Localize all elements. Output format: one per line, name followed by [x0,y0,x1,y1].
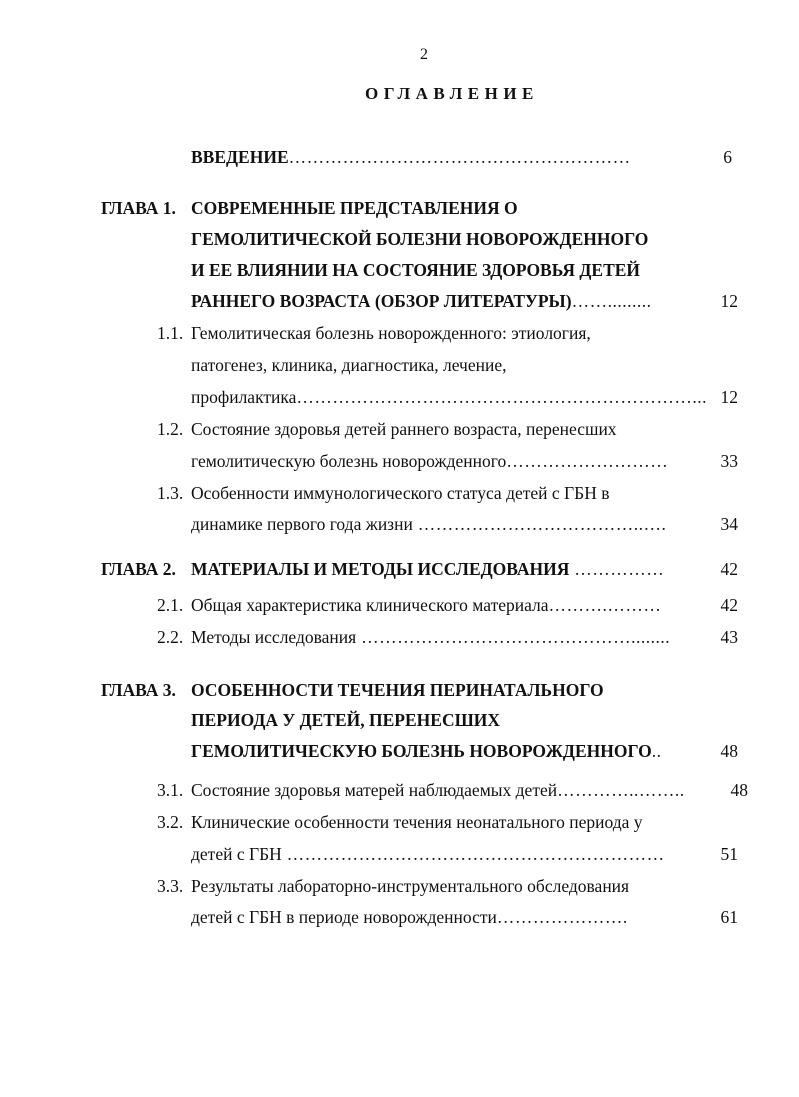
section-2-1-page: 42 [720,595,738,615]
chapter-2-number: ГЛАВА 2. [101,559,176,579]
section-1-3-page: 34 [720,514,738,534]
section-1-3-title: динамике первого года жизни ………………………………..…. [191,514,667,534]
section-3-3-page: 61 [720,907,738,927]
section-3-2-page: 51 [720,844,738,864]
chapter-2-title-line: МАТЕРИАЛЫ И МЕТОДЫ ИССЛЕДОВАНИЯ …………… [191,559,665,579]
intro-label: ВВЕДЕНИЕ [191,147,289,167]
chapter-2-page: 42 [720,559,738,579]
section-2-2-number: 2.2. [157,627,184,647]
section-3-3-number: 3.3. [157,876,184,896]
chapter-1-title-line: И ЕЕ ВЛИЯНИИ НА СОСТОЯНИЕ ЗДОРОВЬЯ ДЕТЕЙ [191,260,641,280]
section-2-2-page: 43 [720,627,738,647]
toc-title: ОГЛАВЛЕНИЕ [365,84,539,103]
toc-entry-intro: ВВЕДЕНИЕ………………………………………………… [191,147,631,167]
chapter-1-title-line: СОВРЕМЕННЫЕ ПРЕДСТАВЛЕНИЯ О [191,198,518,218]
section-3-2-title: Клинические особенности течения неонатального периода у [191,812,643,832]
section-3-3-title: детей с ГБН в периоде новорожденности…………………. [191,907,628,927]
section-2-1-number: 2.1. [157,595,184,615]
section-1-1-page: 12 [720,387,738,407]
section-3-2-title: детей с ГБН ……………………………………………………… [191,844,665,864]
chapter-3-page: 48 [720,741,738,761]
chapter-3-number: ГЛАВА 3. [101,680,176,700]
chapter-1-title-line: РАННЕГО ВОЗРАСТА (ОБЗОР ЛИТЕРАТУРЫ)……......... [191,291,652,311]
section-1-1-number: 1.1. [157,323,184,343]
section-3-1-title: Состояние здоровья матерей наблюдаемых детей…………..…….. [191,780,685,800]
chapter-3-title-line: ПЕРИОДА У ДЕТЕЙ, ПЕРЕНЕСШИХ [191,710,501,730]
section-1-3-number: 1.3. [157,483,184,503]
chapter-1-page: 12 [720,291,738,311]
section-2-1-title: Общая характеристика клинического материала……….……… [191,595,662,615]
section-1-1-title: профилактика…………………………………………………………... [191,387,707,407]
chapter-1-number: ГЛАВА 1. [101,198,176,218]
chapter-1-title-line: ГЕМОЛИТИЧЕСКОЙ БОЛЕЗНИ НОВОРОЖДЕННОГО [191,229,649,249]
chapter-3-title-line: ОСОБЕННОСТИ ТЕЧЕНИЯ ПЕРИНАТАЛЬНОГО [191,680,604,700]
chapter-3-title-line: ГЕМОЛИТИЧЕСКУЮ БОЛЕЗНЬ НОВОРОЖДЕННОГО.. [191,741,662,761]
section-1-1-title: Гемолитическая болезнь новорожденного: этиология, [191,323,591,343]
section-1-2-page: 33 [720,451,738,471]
section-3-3-title: Результаты лабораторно-инструментального обследования [191,876,630,896]
section-1-2-title: гемолитическую болезнь новорожденного……………………… [191,451,669,471]
section-3-1-number: 3.1. [157,780,184,800]
section-3-2-number: 3.2. [157,812,184,832]
intro-page: 6 [723,147,732,167]
section-1-3-title: Особенности иммунологического статуса детей с ГБН в [191,483,610,503]
section-1-1-title: патогенез, клиника, диагностика, лечение, [191,355,507,375]
page-number: 2 [420,46,428,63]
section-2-2-title: Методы исследования ………………………………………........ [191,627,671,647]
section-1-2-title: Состояние здоровья детей раннего возраста, перенесших [191,419,617,439]
section-3-1-page: 48 [730,780,748,800]
section-1-2-number: 1.2. [157,419,184,439]
